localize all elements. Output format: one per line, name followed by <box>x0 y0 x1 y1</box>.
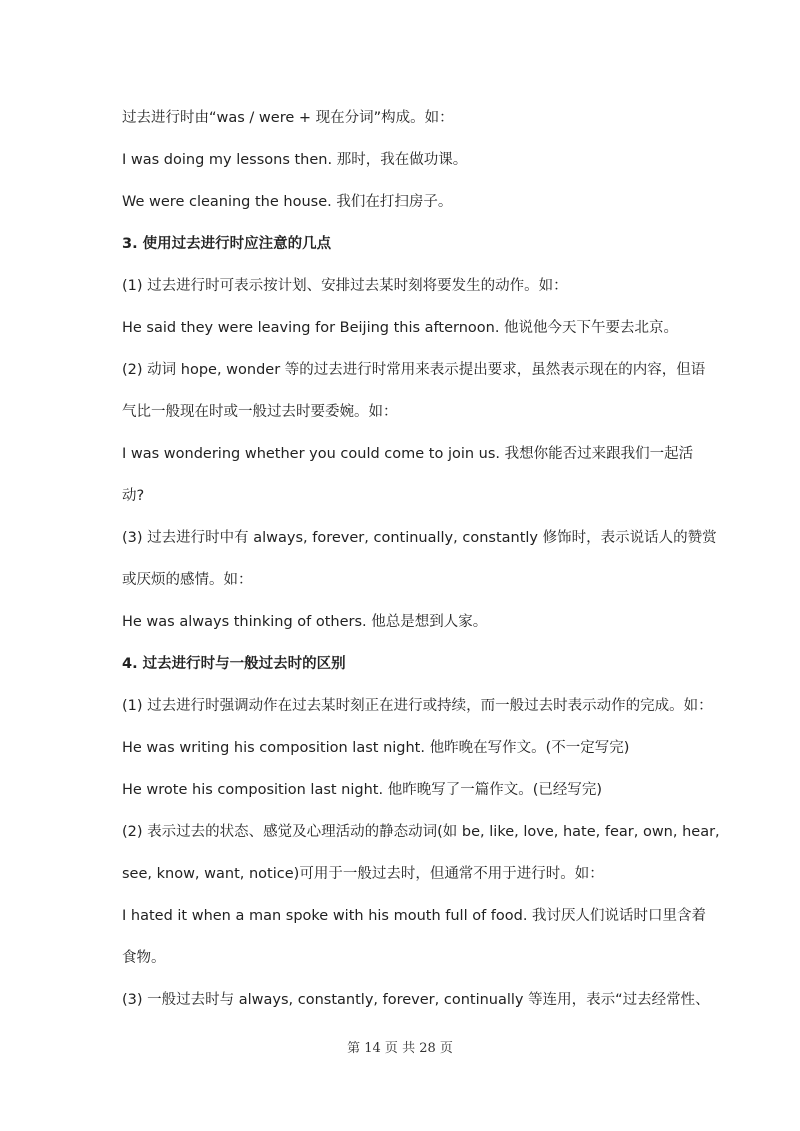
text-line: (2) 表示过去的状态、感觉及心理活动的静态动词(如 be, like, love, hate, fear, own, hear, <box>122 824 720 840</box>
text-line: 过去进行时由“was / were + 现在分词”构成。如： <box>122 110 454 126</box>
text-line: 或厌烦的感情。如： <box>122 572 253 588</box>
text-line: He said they were leaving for Beijing this afternoon. 他说他今天下午要去北京。 <box>122 320 679 336</box>
text-line: He was always thinking of others. 他总是想到人家。 <box>122 614 488 630</box>
text-line: We were cleaning the house. 我们在打扫房子。 <box>122 194 453 210</box>
text-line: He was writing his composition last night. 他昨晚在写作文。(不一定写完) <box>122 740 630 756</box>
text-line: 食物。 <box>122 950 166 966</box>
text-line: (3) 过去进行时中有 always, forever, continually, constantly 修饰时，表示说话人的赞赏 <box>122 530 717 546</box>
text-line: see, know, want, notice)可用于一般过去时，但通常不用于进行时。如： <box>122 866 604 882</box>
text-line: 动? <box>122 488 145 504</box>
text-line: 气比一般现在时或一般过去时要委婉。如： <box>122 404 398 420</box>
page-number-footer: 第 14 页 共 28 页 <box>347 1041 453 1056</box>
text-line: (1) 过去进行时强调动作在过去某时刻正在进行或持续，而一般过去时表示动作的完成。如： <box>122 698 713 714</box>
section-heading: 4. 过去进行时与一般过去时的区别 <box>122 656 346 672</box>
text-line: I was wondering whether you could come to join us. 我想你能否过来跟我们一起活 <box>122 446 694 462</box>
text-line: (2) 动词 hope, wonder 等的过去进行时常用来表示提出要求，虽然表示现在的内容，但语 <box>122 362 706 378</box>
text-line: I hated it when a man spoke with his mouth full of food. 我讨厌人们说话时口里含着 <box>122 908 707 924</box>
text-line: I was doing my lessons then. 那时，我在做功课。 <box>122 152 468 168</box>
text-line: (1) 过去进行时可表示按计划、安排过去某时刻将要发生的动作。如： <box>122 278 568 294</box>
text-line: He wrote his composition last night. 他昨晚写了一篇作文。(已经写完) <box>122 782 603 798</box>
text-line: (3) 一般过去时与 always, constantly, forever, continually 等连用，表示“过去经常性、 <box>122 992 710 1008</box>
section-heading: 3. 使用过去进行时应注意的几点 <box>122 236 332 252</box>
